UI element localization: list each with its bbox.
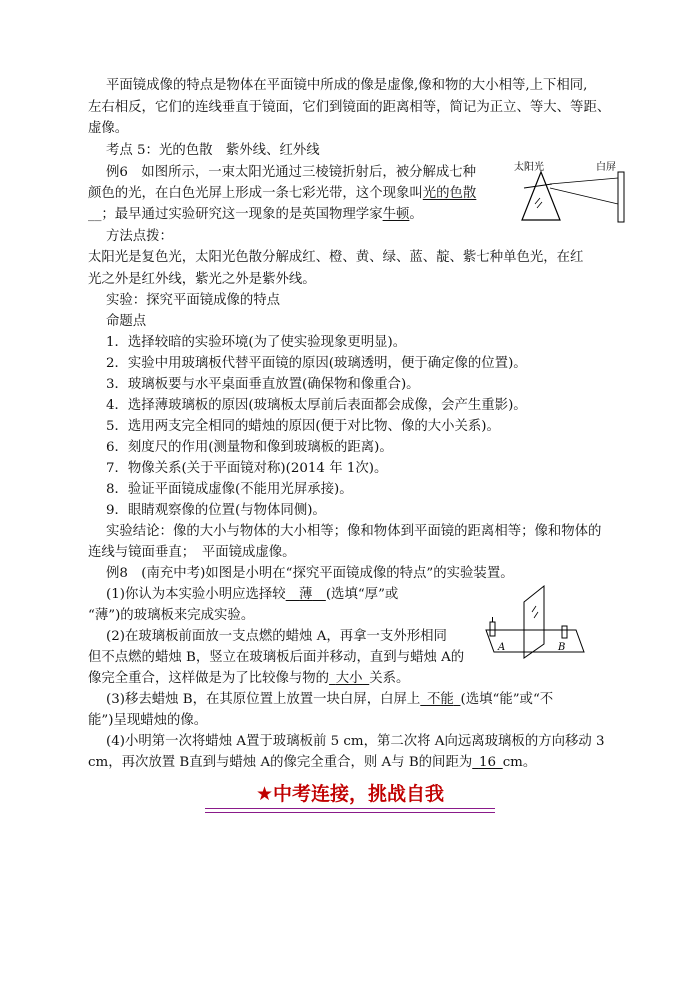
list-item: 2．实验中用玻璃板代替平面镜的原因(玻璃透明，便于确定像的位置)。 (106, 356, 527, 371)
ex8-q4-line2: cm，再次放置 B直到与蜡烛 A的像完全重合，则 A与 B的间距为 16 cm。 (88, 755, 537, 770)
ex8-q1-line2: “薄”)的玻璃板来完成实验。 (88, 608, 255, 623)
prism-shape (522, 172, 560, 220)
conclusion-line1: 实验结论：像的大小与物体的大小相等；像和物体到平面镜的距离相等；像和物体的 (106, 524, 602, 539)
ex6-line2: 颜色的光，在白色光屏上形成一条七彩光带，这个现象叫光的色散 (88, 186, 477, 201)
list-item: 4．选择薄玻璃板的原因(玻璃板太厚前后表面都会成像，会产生重影)。 (106, 398, 527, 413)
ex8-q3-line2: 能”)呈现蜡烛的像。 (88, 713, 208, 728)
prism-figure (510, 158, 630, 224)
conclusion-line2: 连线与镜面垂直； 平面镜成虚像。 (88, 545, 296, 560)
glass-plate (524, 586, 544, 658)
ex8-answer-4: 16 (478, 755, 496, 770)
list-item: 1．选择较暗的实验环境(为了使实验现象更明显)。 (106, 335, 407, 350)
method-title: 方法点拨： (106, 229, 173, 244)
section-banner: ★中考连接，挑战自我 (255, 783, 445, 805)
mirror-experiment-figure (480, 582, 590, 662)
label-a: A (498, 642, 506, 653)
list-item: 3．玻璃板要与水平桌面垂直放置(确保物和像重合)。 (106, 377, 420, 392)
list-item: 6．刻度尺的作用(测量物和像到玻璃板的距离)。 (106, 440, 393, 455)
ex8-q2-line2: 但不点燃的蜡烛 B，竖立在玻璃板后面并移动，直到与蜡烛 A的 (88, 650, 465, 665)
white-screen (618, 172, 624, 222)
ex8-q2-line3: 像完全重合，这样做是为了比较像与物的 大小 关系。 (88, 671, 410, 686)
ex6-line3: __；最早通过实验研究这一现象的是英国物理学家牛顿。 (88, 207, 423, 222)
section-heading: 考点 5：光的色散 紫外线、红外线 (106, 143, 320, 158)
ex8-q4-line1: (4)小明第一次将蜡烛 A置于玻璃板前 5 cm，第二次将 A向远离玻璃板的方向移动 3 (106, 734, 605, 749)
experiment-title: 实验：探究平面镜成像的特点 (106, 293, 281, 308)
ex8-answer-1: 薄 (299, 587, 313, 602)
ex8-q2-line1: (2)在玻璃板前面放一支点燃的蜡烛 A，再拿一支外形相同 (106, 629, 447, 644)
list-item: 7．物像关系(关于平面镜对称)(2014 年 1次)。 (106, 461, 388, 476)
para1-line2: 左右相反，它们的连线垂直于镜面，它们到镜面的距离相等，简记为正立、等大、等距、 (88, 100, 611, 115)
ex6-line1: 例6 如图所示，一束太阳光通过三棱镜折射后，被分解成七种 (106, 165, 477, 180)
banner-rule (205, 808, 495, 809)
candle-b (562, 626, 567, 638)
label-b: B (558, 642, 566, 653)
candle-a (490, 622, 495, 636)
banner-rule (205, 812, 495, 813)
list-item: 8．验证平面镜成虚像(不能用光屏承接)。 (106, 482, 353, 497)
mingti-label: 命题点 (106, 314, 147, 329)
screen-label: 白屏 (596, 162, 616, 173)
ex6-answer-2: 牛顿 (382, 207, 410, 222)
ex8-q1: (1)你认为本实验小明应选择较 薄 (选填“厚”或 (106, 587, 399, 602)
list-item: 5．选用两支完全相同的蜡烛的原因(便于对比物、像的大小关系)。 (106, 419, 500, 434)
ex8-line1: 例8 (南充中考)如图是小明在“探究平面镜成像的特点”的实验装置。 (106, 566, 514, 581)
sun-label: 太阳光 (514, 162, 544, 173)
method-line1: 太阳光是复色光，太阳光色散分解成红、橙、黄、绿、蓝、靛、紫七种单色光，在红 (88, 250, 584, 265)
ex8-q3-line1: (3)移去蜡烛 B，在其原位置上放置一块白屏，白屏上 不能 (选填“能”或“不 (106, 692, 554, 707)
para1-line3: 虚像。 (88, 121, 129, 136)
ex8-answer-3: 不能 (426, 692, 454, 707)
method-line2: 光之外是红外线，紫光之外是紫外线。 (88, 272, 316, 287)
ex8-answer-2: 大小 (335, 671, 363, 686)
list-item: 9．眼睛观察像的位置(与物体同侧)。 (106, 503, 326, 518)
ex6-answer-1: 光的色散 (422, 186, 477, 201)
para1-line1: 平面镜成像的特点是物体在平面镜中所成的像是虚像,像和物的大小相等,上下相同, (106, 78, 588, 93)
